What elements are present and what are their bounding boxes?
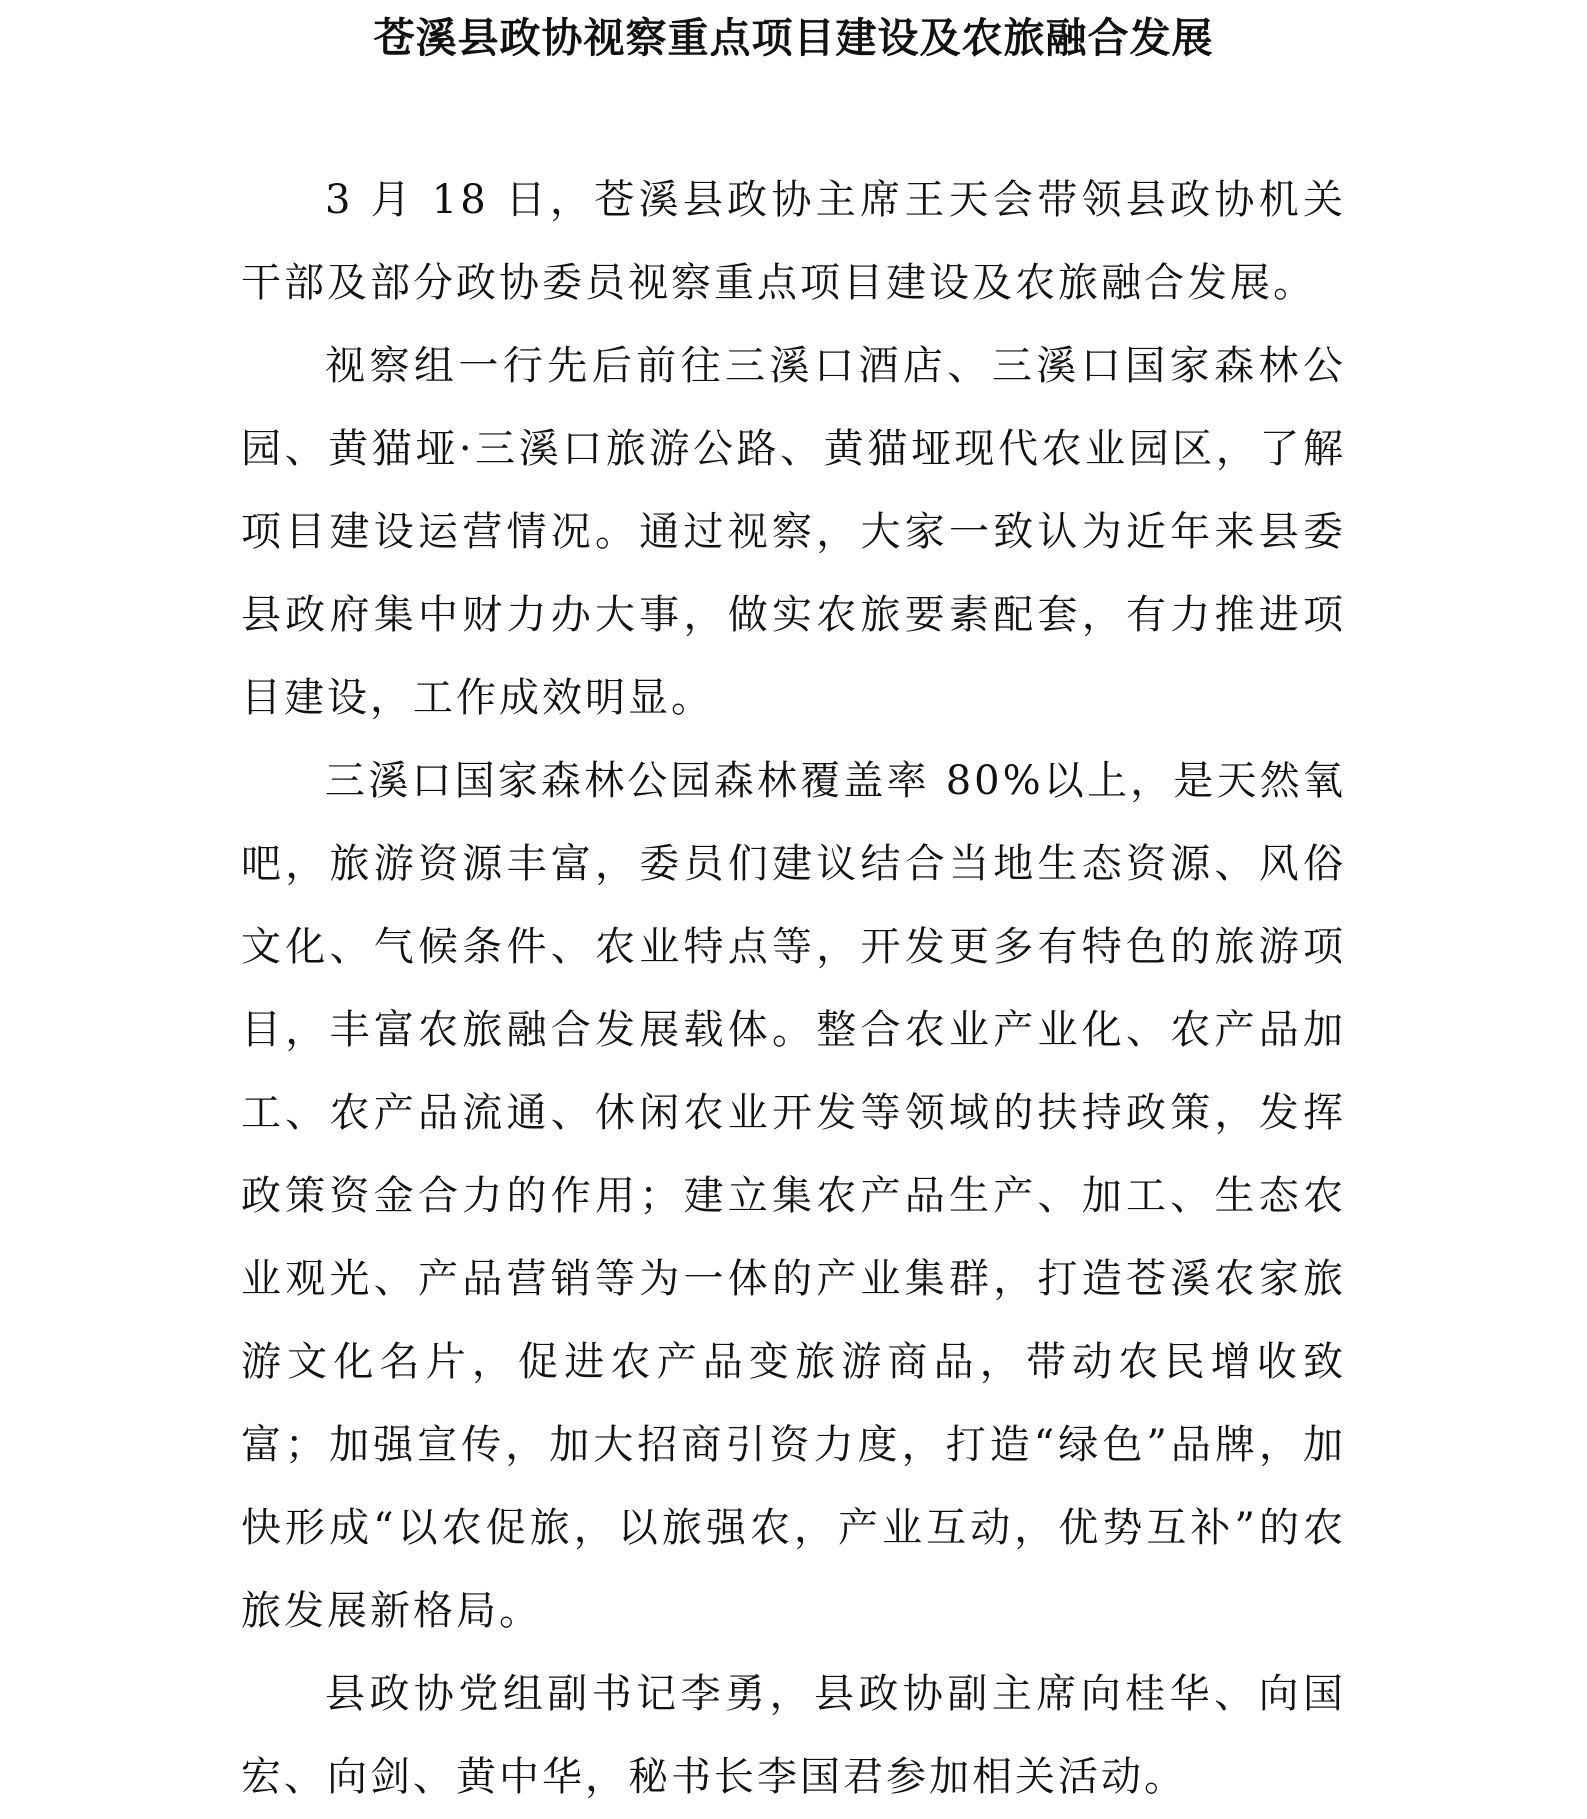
paragraph-attendees: 县政协党组副书记李勇，县政协副主席向桂华、向国宏、向剑、黄中华，秘书长李国君参加相关活动。 [241, 1671, 1346, 1800]
article-title: 苍溪县政协视察重点项目建设及农旅融合发展 [373, 14, 1214, 62]
paragraph-suggestions: 三溪口国家森林公园森林覆盖率 80%以上，是天然氧吧，旅游资源丰富，委员们建议结合当地生态资源、风俗文化、气候条件、农业特点等，开发更多有特色的旅游项目，丰富农旅融合发展载体。整合农业产业化、农产品加工、农产品流通、休闲农业开发等领域的扶持政策，发挥政策资金合力的作用；建立集农产品生产、加工、生态农业观光、产品营销等为一体的产业集群，打造苍溪农家旅游文化名片，促进农产品变旅游商品，带动农民增收致富；加强宣传，加大招商引资力度，打造“绿色”品牌，加快形成“以农促旅，以旅强农，产业互动，优势互补”的农旅发展新格局。 [241, 758, 1346, 1634]
paragraph-intro: 3 月 18 日，苍溪县政协主席王天会带领县政协机关干部及部分政协委员视察重点项目建设及农旅融合发展。 [241, 177, 1346, 306]
article-body [241, 159, 1346, 1819]
paragraph-inspection-route: 视察组一行先后前往三溪口酒店、三溪口国家森林公园、黄猫垭·三溪口旅游公路、黄猫垭现代农业园区，了解项目建设运营情况。通过视察，大家一致认为近年来县委县政府集中财力办大事，做实农旅要素配套，有力推进项目建设，工作成效明显。 [241, 343, 1346, 721]
